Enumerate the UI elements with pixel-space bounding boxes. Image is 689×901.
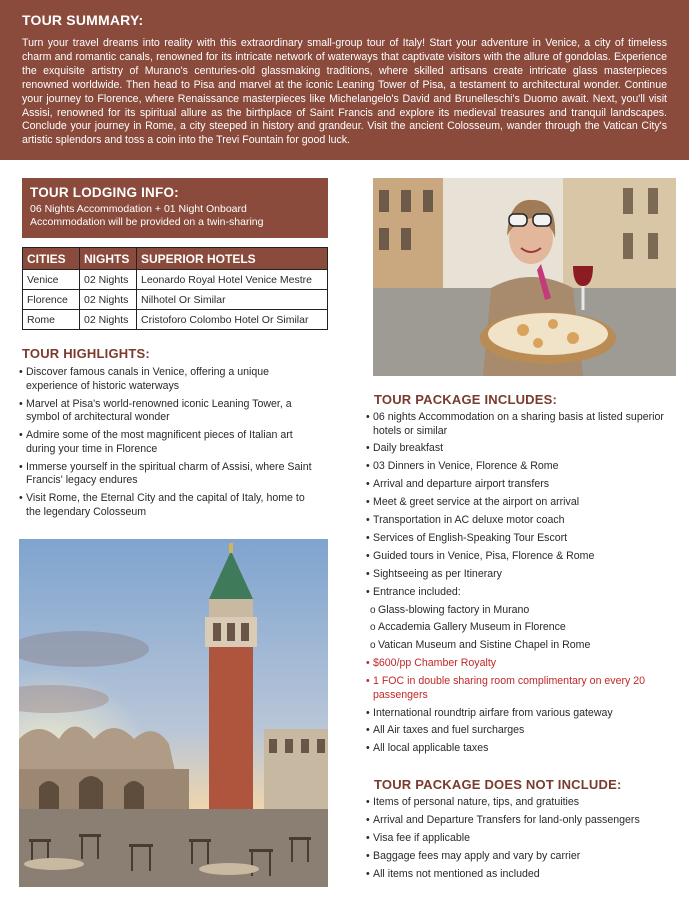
hotels-table-header	[23, 248, 328, 270]
city-cell: Rome	[23, 310, 80, 330]
header-cities: CITIES	[23, 248, 80, 270]
list-item: • International roundtrip airfare from various gateway	[366, 707, 666, 721]
sub-list-item: o Vatican Museum and Sistine Chapel in Rome	[372, 639, 666, 653]
hotel-cell: Cristoforo Colombo Hotel Or Similar	[137, 310, 328, 330]
list-item: • Baggage fees may apply and vary by carrier	[366, 850, 676, 864]
list-item: • Arrival and Departure Transfers for land-only passengers	[366, 814, 676, 828]
header-nights: NIGHTS	[80, 248, 137, 270]
table-row	[23, 310, 328, 330]
list-item: • 1 FOC in double sharing room complimentary on every 20 passengers	[366, 675, 666, 702]
header-superior-hotels: SUPERIOR HOTELS	[137, 248, 328, 270]
list-item: • 03 Dinners in Venice, Florence & Rome	[366, 460, 666, 474]
nights-cell: 02 Nights	[80, 270, 137, 290]
list-item: • Sightseeing as per Itinerary	[366, 568, 666, 582]
tour-summary-section	[0, 0, 689, 160]
tour-highlights-title: TOUR HIGHLIGHTS:	[22, 346, 150, 361]
list-item: • Guided tours in Venice, Pisa, Florence & Rome	[366, 550, 666, 564]
list-item: • All Air taxes and fuel surcharges	[366, 724, 666, 738]
city-cell: Venice	[23, 270, 80, 290]
nights-cell: 02 Nights	[80, 310, 137, 330]
lodging-sharing-line: Accommodation will be provided on a twin-sharing	[30, 216, 264, 228]
city-cell: Florence	[23, 290, 80, 310]
list-item: • Daily breakfast	[366, 442, 666, 456]
tour-package-excludes-title: TOUR PACKAGE DOES NOT INCLUDE:	[374, 777, 622, 792]
list-item: • Items of personal nature, tips, and gratuities	[366, 796, 676, 810]
sub-list-item: o Accademia Gallery Museum in Florence	[372, 621, 666, 635]
sub-list-item: o Glass-blowing factory in Murano	[372, 604, 666, 618]
table-row	[23, 290, 328, 310]
hotel-cell: Nilhotel Or Similar	[137, 290, 328, 310]
venice-campanile-photo	[19, 539, 328, 887]
tour-summary-title: TOUR SUMMARY:	[22, 12, 144, 28]
list-item: • 06 nights Accommodation on a sharing basis at listed superior hotels or similar	[366, 411, 666, 438]
list-item: • All items not mentioned as included	[366, 868, 676, 882]
list-item: • Services of English-Speaking Tour Escort	[366, 532, 666, 546]
list-item: • Transportation in AC deluxe motor coach	[366, 514, 666, 528]
tour-lodging-title: TOUR LODGING INFO:	[30, 185, 179, 200]
list-item: • Entrance included:	[366, 586, 666, 600]
list-item: • Meet & greet service at the airport on arrival	[366, 496, 666, 510]
list-item: • Admire some of the most magnificent pieces of Italian art during your time in Florence	[19, 429, 321, 456]
tour-summary-text: Turn your travel dreams into reality with this extraordinary small-group tour of Italy! Start your adventure in Venice, a city of timeless charm and romantic canals, renowned for its intricate network of waterways that captivate visitors with the allure of gondolas. Experience the exquisite artistry of Murano's centuries-old glassmaking traditions, where skilled artisans create intricate glass masterpieces renowned worldwide. Then head to Pisa and marvel at the iconic Leaning Tower of Pisa, a testament to architectural wonder. Continue your journey to Florence, where Renaissance masterpieces like Michelangelo's David and Brunelleschi's Duomo await. Next, you'll visit Assisi, renowned for its spiritual allure as the birthplace of Saint Francis and explore its medieval treasures and tranquil landscapes. Conclude your journey in Rome, a city steeped in history and grandeur. Visit the ancient Colosseum, wander through the Vatican City's artistic splendors and toss a coin into the Trevi Fountain for good luck.	[22, 37, 667, 147]
tour-package-includes-list	[366, 411, 666, 760]
list-item: • Discover famous canals in Venice, offering a unique experience of historic waterways	[19, 366, 321, 393]
tour-highlights-list	[19, 366, 321, 524]
list-item: • Visa fee if applicable	[366, 832, 676, 846]
lodging-nights-line: 06 Nights Accommodation + 01 Night Onboard	[30, 203, 247, 215]
list-item: • Marvel at Pisa's world-renowned iconic Leaning Tower, a symbol of architectural wonder	[19, 398, 321, 425]
list-item: • $600/pp Chamber Royalty	[366, 657, 666, 671]
tour-lodging-box	[22, 178, 328, 238]
table-row	[23, 270, 328, 290]
hotel-cell: Leonardo Royal Hotel Venice Mestre	[137, 270, 328, 290]
nights-cell: 02 Nights	[80, 290, 137, 310]
list-item: • Immerse yourself in the spiritual charm of Assisi, where Saint Francis' legacy endures	[19, 461, 321, 488]
list-item: • Visit Rome, the Eternal City and the capital of Italy, home to the legendary Colosseum	[19, 492, 321, 519]
list-item: • All local applicable taxes	[366, 742, 666, 756]
hotels-table	[22, 247, 328, 330]
woman-pizza-photo	[373, 178, 676, 376]
tour-package-includes-title: TOUR PACKAGE INCLUDES:	[374, 392, 558, 407]
tour-package-excludes-list	[366, 796, 676, 886]
list-item: • Arrival and departure airport transfers	[366, 478, 666, 492]
